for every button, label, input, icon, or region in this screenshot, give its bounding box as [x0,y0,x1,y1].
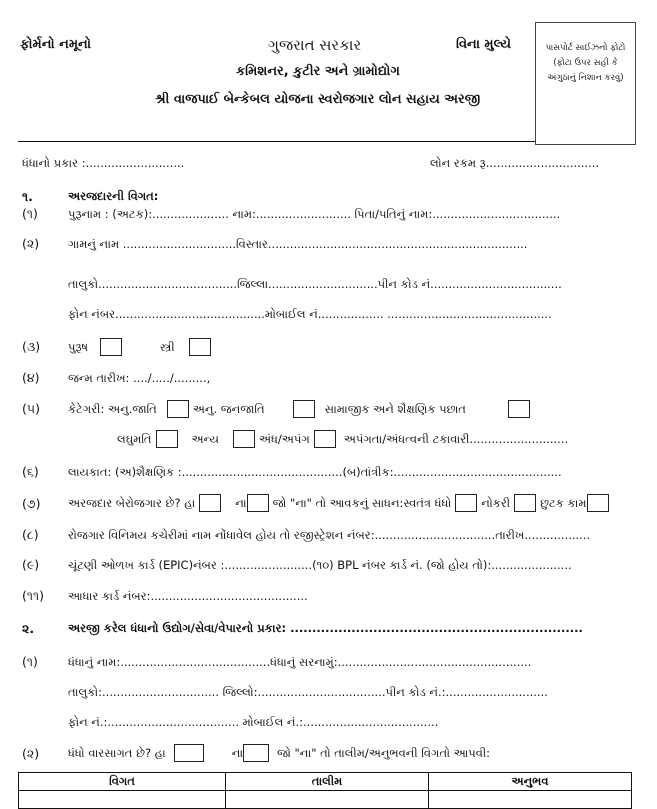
form-sample-label: ફોર્મનો નમૂનો [20,37,91,52]
form-title: શ્રી વાજપાઈ બેન્કેબલ યોજના સ્વરોજગાર લોન સહાય અરજી [155,92,481,107]
training-instruction: જો "ના" તો તાલીમ/અનુભવની વિગતો આપવી: [277,745,491,760]
government-name: ગુજરાત સરકાર [268,36,362,54]
birth-date-field[interactable]: જન્મ તારીખ: ..../...../........., [68,371,211,385]
item-number: (૧૧) [22,588,45,603]
section-number: ૧. [22,189,33,204]
aadhaar-field[interactable]: આધાર કાર્ડ નંબર:........................................... [68,589,308,603]
disabled-checkbox[interactable] [314,430,336,448]
free-of-cost-label: વિના મુલ્યે [456,37,512,52]
item-number: (૬) [22,464,39,479]
column-header-detail: વિગત [19,773,226,791]
business-name-address-field[interactable]: ધંધાનું નામ:.........................................ધંધાનું સરનામું:..................................................... [68,655,532,669]
photo-box-line: અંગુઠાનું નિશાન કરવું) [547,73,624,83]
table-cell[interactable] [429,791,632,809]
column-header-training: તાલીમ [226,773,429,791]
qualification-field[interactable]: લાયકાત: (અ)શૈક્ષણિક :............................................(બ)તાંત્રીક:.............................................. [68,465,562,479]
sebc-checkbox[interactable] [508,400,530,418]
training-experience-table [18,772,632,809]
village-field[interactable]: ગામનું નામ ...............................વિસ્તાર....................................................................... [68,237,528,251]
male-label: પુરૂષ [68,339,89,354]
unemployed-yes-checkbox[interactable] [199,494,221,512]
item-number: (૯) [22,557,40,572]
section-number: ૨. [22,621,35,636]
no-label: ના [235,495,247,510]
hereditary-no-checkbox[interactable] [243,744,269,762]
photo-box [535,22,636,145]
female-checkbox[interactable] [189,338,211,356]
taluka-district-pin-field[interactable]: તાલુકો......................................જિલ્લા..............................પીન કોડ નં.................................... [68,277,562,291]
item-number: (૩) [22,339,41,354]
item-number: (૨) [22,236,40,251]
disabled-label: અંધ/અપંગ [258,431,310,446]
female-label: સ્ત્રી [160,339,175,354]
business-phone-field[interactable]: ફોન નં.:.................................... મોબાઈલ નં.:..................................... [68,715,439,729]
job-label: નોકરી [481,495,511,510]
other-checkbox[interactable] [233,430,255,448]
disability-percent-field[interactable]: અપંગતા/અંધત્વની ટકાવારી........................... [343,431,569,446]
category-sc-label: કેટેગરી: અનુ.જાતિ [68,401,157,416]
business-type-field[interactable]: ધંધાનો પ્રકાર :........................... [22,156,185,170]
minority-checkbox[interactable] [156,430,178,448]
male-checkbox[interactable] [100,338,122,356]
loan-amount-field[interactable]: લોન રકમ રૂ............................... [430,156,600,170]
hereditary-question: ધંધો વારસાગત છે? હા [68,745,166,760]
item-number: (૮) [22,527,39,542]
casual-work-checkbox[interactable] [587,494,609,512]
job-checkbox[interactable] [514,494,536,512]
sebc-label: સામાજીક અને શૈક્ષણિક પછાત [324,401,466,416]
item-number: (૨) [22,746,40,761]
self-business-checkbox[interactable] [455,494,477,512]
photo-box-line: (ફોટા ઉપર સહી કે [553,58,618,68]
unemployed-question: અરજદાર બેરોજગાર છે? હા [68,495,196,510]
no-label: ના [231,745,244,760]
item-number: (૧) [22,206,38,221]
minority-label: લઘુમતિ [117,431,152,446]
section-title: અરજદારની વિગત: [68,189,159,203]
income-source-label: જો "ના" તો આવકનું સાધન:સ્વતંત્ર ધંધો [272,495,452,510]
st-checkbox[interactable] [293,400,315,418]
table-cell[interactable] [226,791,429,809]
sc-checkbox[interactable] [167,400,189,418]
item-number: (૧) [22,654,38,669]
employment-registration-field[interactable]: રોજગાર વિનિમય કચેરીમાં નામ નોંધાવેલ હોય તો રજીસ્ટ્રેશન નંબર:.................................તારીખ.................. [68,528,591,542]
business-category-field[interactable]: અરજી કરેલ ધંધાનો ઉદ્યોગ/સેવા/વેપારનો પ્રકાર: ................................................................... [68,621,583,635]
header-divider [18,141,535,142]
business-taluka-field[interactable]: તાલુકો:................................ જિલ્લો:...................................પીન કોડ નં.:............................ [68,685,548,699]
photo-box-line: પાસપોર્ટ સાઈઝનો ફોટો [545,43,626,53]
item-number: (૫) [22,401,40,416]
department-name: કમિશનર, કુટીર અને ગ્રામોદ્યોગ [236,64,400,79]
phone-mobile-field[interactable]: ફોન નંબર.........................................મોબાઈલ નં.................. ............................................. [68,307,552,321]
epic-bpl-field[interactable]: ચૂંટણી ઓળખ કાર્ડ (EPIC)નંબર :........................(૧૦) BPL નંબર કાર્ડ નં. (જો હોય તો):...................... [68,558,572,572]
item-number: (૪) [22,370,40,385]
hereditary-yes-checkbox[interactable] [174,744,204,762]
table-cell[interactable] [19,791,226,809]
name-field[interactable]: પુરૂનામ : (અટક):..................... નામ:.......................... પિતા/પતિનું નામ:................................... [68,207,561,221]
other-label: અન્ય [191,431,219,446]
st-label: અનુ. જનજાતિ [192,401,265,416]
column-header-experience: અનુભવ [429,773,632,791]
unemployed-no-checkbox[interactable] [247,494,269,512]
casual-work-label: છુટક કામ [540,495,587,510]
item-number: (૭) [22,496,41,511]
